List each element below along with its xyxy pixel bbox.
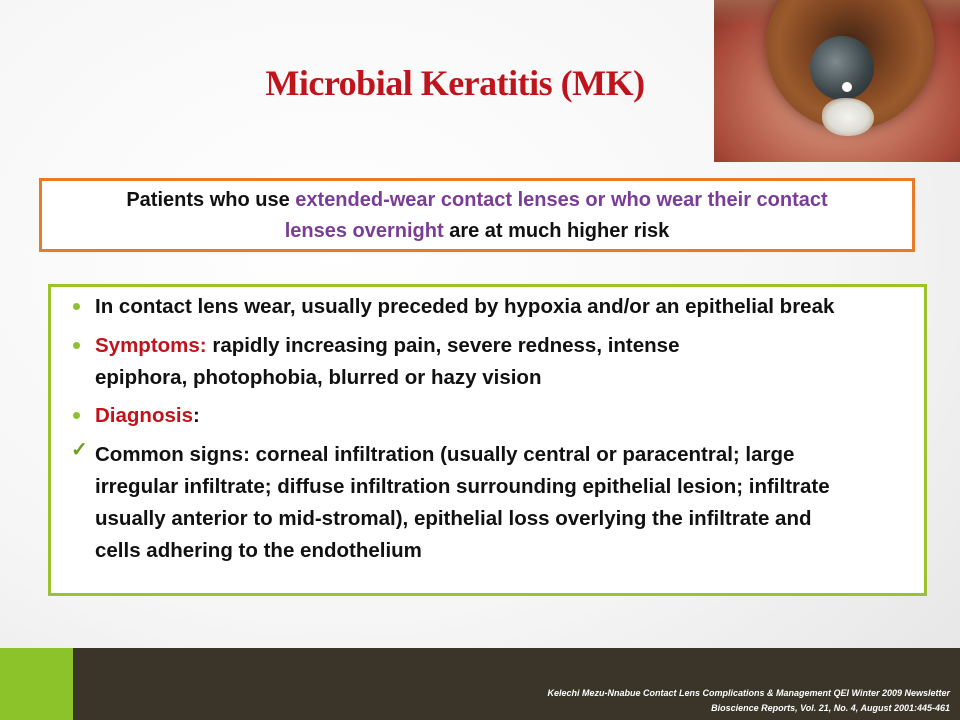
footer-accent-block	[0, 648, 73, 720]
symptoms-label: Symptoms:	[95, 334, 207, 357]
corneal-infiltrate	[822, 98, 874, 136]
slide-title: Microbial Keratitis (MK)	[265, 63, 645, 103]
symptoms-text-2: epiphora, photophobia, blurred or hazy vision	[95, 366, 542, 389]
checkmark-icon: ✓	[71, 439, 88, 461]
eye-photo	[714, 0, 960, 162]
reference-1: Kelechi Mezu-Nnabue Contact Lens Complications & Management QEI Winter 2009 Newsletter	[547, 688, 950, 698]
bullet-symptoms	[95, 330, 679, 394]
bullet-text: In contact lens wear, usually preceded by hypoxia and/or an epithelial break	[95, 295, 835, 318]
signs-line-1: Common signs: corneal infiltration (usually central or paracentral; large	[95, 443, 795, 466]
signs-line-2: irregular infiltrate; diffuse infiltration surrounding epithelial lesion; infiltrate	[95, 475, 830, 498]
bullet-dot-icon	[73, 412, 80, 419]
diagnosis-colon: :	[192, 404, 200, 427]
bullet-diagnosis	[95, 400, 200, 432]
check-common-signs	[95, 439, 830, 567]
risk-highlight-2: lenses overnight	[284, 220, 444, 242]
signs-line-3: usually anterior to mid-stromal), epithelial loss overlying the infiltrate and	[95, 507, 812, 530]
symptoms-text: rapidly increasing pain, severe redness, intense	[206, 334, 680, 357]
bullet-hypoxia	[95, 291, 834, 323]
risk-highlight-1: extended-wear contact lenses or who wear their contact	[295, 189, 828, 211]
light-reflex	[842, 82, 852, 92]
footer-bar	[0, 648, 960, 720]
bullet-dot-icon	[73, 303, 80, 310]
risk-callout-box	[39, 178, 915, 252]
pupil	[810, 36, 874, 100]
risk-text-part1: Patients who use	[126, 189, 296, 211]
diagnosis-label: Diagnosis	[95, 404, 193, 427]
content-box	[48, 284, 927, 596]
reference-2: Bioscience Reports, Vol. 21, No. 4, August 2001:445-461	[711, 703, 950, 713]
bullet-dot-icon	[73, 342, 80, 349]
risk-text-part2: are at much higher risk	[443, 220, 670, 242]
signs-line-4: cells adhering to the endothelium	[95, 539, 422, 562]
